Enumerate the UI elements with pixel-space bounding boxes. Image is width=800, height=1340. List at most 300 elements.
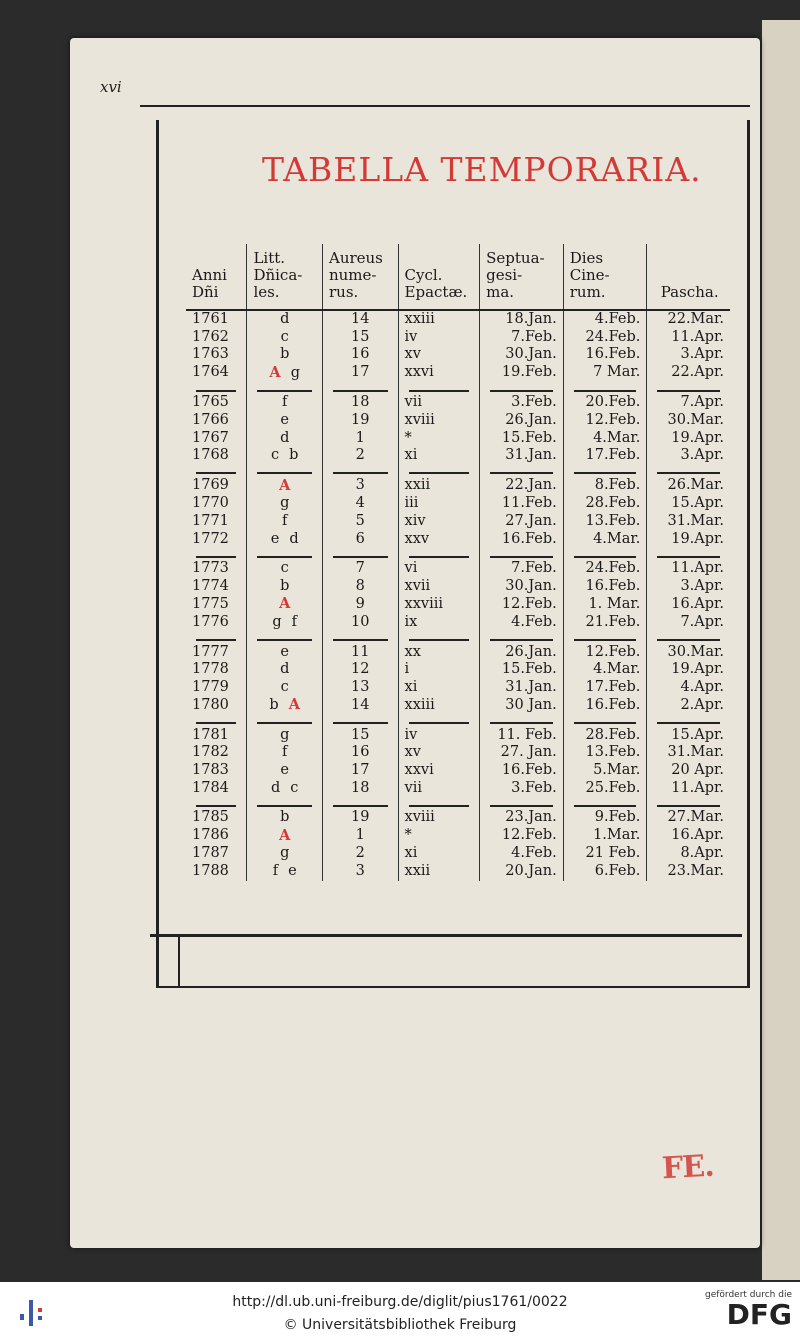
cell-cin: 8.Feb. — [563, 477, 647, 496]
dominical-letter: d — [289, 530, 299, 547]
cell-pas: 30.Mar. — [647, 644, 730, 662]
cell-year: 1775 — [192, 595, 229, 612]
dominical-letter: b — [280, 577, 290, 594]
cell-litt — [247, 780, 323, 798]
cell-cyc: xxv — [398, 531, 480, 549]
cell-cyc: xx — [398, 644, 480, 662]
cell-year: 1786 — [192, 827, 229, 844]
cell-sep: 3.Feb. — [480, 780, 564, 798]
cell-cyc: iv — [398, 329, 480, 347]
cell-cyc: xxiii — [398, 310, 480, 329]
separator-cell — [480, 715, 564, 727]
cell-litt — [247, 364, 323, 383]
cell-pas: 19.Apr. — [647, 661, 730, 679]
cell-litt — [247, 560, 323, 578]
separator-cell — [247, 632, 323, 644]
cell-sep: 11.Feb. — [480, 495, 564, 513]
top-rule — [140, 105, 750, 107]
dominical-letter: f — [282, 744, 288, 761]
cell-pas: 8.Apr. — [647, 845, 730, 863]
cell-litt — [247, 394, 323, 412]
cell-litt — [247, 346, 323, 364]
cell-aur: 19 — [322, 412, 398, 430]
dominical-letter: e — [288, 863, 297, 880]
cell-cyc: xiv — [398, 513, 480, 531]
cell-year: 1763 — [192, 346, 229, 363]
table-row — [186, 595, 730, 614]
cell-year: 1771 — [192, 512, 229, 529]
separator-cell — [480, 797, 564, 809]
dominical-letter: b — [280, 346, 290, 363]
cell-year: 1765 — [192, 394, 229, 411]
cell-cyc: * — [398, 430, 480, 448]
separator-cell — [247, 465, 323, 477]
dominical-letter: d — [280, 661, 290, 678]
bottom-rule-vertical — [178, 936, 180, 988]
cell-cyc: xi — [398, 845, 480, 863]
cell-year: 1774 — [192, 577, 229, 594]
cell-litt — [247, 762, 323, 780]
header-line: Pascha. — [660, 283, 719, 301]
cell-sep: 30.Jan. — [480, 578, 564, 596]
separator-cell — [563, 632, 647, 644]
cell-sep: 19.Feb. — [480, 364, 564, 383]
separator-cell — [398, 382, 480, 394]
table-row — [186, 310, 730, 329]
cell-pas: 31.Mar. — [647, 513, 730, 531]
table-row — [186, 845, 730, 863]
adjacent-page-edge — [762, 20, 800, 1280]
cell-aur: 3 — [322, 863, 398, 881]
dominical-letter: f — [291, 613, 298, 630]
separator-cell — [563, 548, 647, 560]
calendar-table — [186, 244, 730, 881]
cell-year: 1777 — [192, 643, 229, 660]
cell-cin: 16.Feb. — [563, 578, 647, 596]
cell-litt — [247, 727, 323, 745]
cell-pas: 19.Apr. — [647, 531, 730, 549]
cell-litt — [247, 744, 323, 762]
cell-aur: 17 — [322, 364, 398, 383]
cell-litt — [247, 679, 323, 697]
cell-cyc: xviii — [398, 412, 480, 430]
separator-cell — [480, 548, 564, 560]
cell-sep: 15.Feb. — [480, 661, 564, 679]
cell-pas: 19.Apr. — [647, 430, 730, 448]
table-row — [186, 780, 730, 798]
cell-cin: 28.Feb. — [563, 727, 647, 745]
dominical-letter: g — [272, 613, 282, 630]
dominical-letter: c — [280, 328, 289, 345]
header-line: Septua- — [486, 249, 545, 267]
cell-pas: 11.Apr. — [647, 329, 730, 347]
group-separator — [186, 465, 730, 477]
cell-cyc: xxiii — [398, 696, 480, 715]
dominical-letter: c — [290, 779, 299, 796]
dominical-letter: b — [280, 809, 290, 826]
cell-litt — [247, 477, 323, 496]
cell-cyc: ix — [398, 614, 480, 632]
cell-pas: 15.Apr. — [647, 727, 730, 745]
table-row — [186, 661, 730, 679]
cell-cin: 4.Mar. — [563, 661, 647, 679]
dominical-letter: d — [280, 311, 290, 327]
separator-cell — [322, 465, 398, 477]
cell-cin: 24.Feb. — [563, 329, 647, 347]
cell-litt — [247, 578, 323, 596]
separator-cell — [247, 715, 323, 727]
table-row — [186, 513, 730, 531]
col-aureus-header — [322, 244, 398, 310]
cell-sep: 4.Feb. — [480, 845, 564, 863]
dfg-caption: gefördert durch die — [705, 1290, 792, 1300]
cell-aur: 2 — [322, 845, 398, 863]
cell-cyc: i — [398, 661, 480, 679]
cell-pas: 20 Apr. — [647, 762, 730, 780]
dominical-letter-red: A — [288, 696, 300, 714]
cell-sep: 27. Jan. — [480, 744, 564, 762]
dominical-letter: c — [280, 678, 289, 695]
cell-cyc: xviii — [398, 809, 480, 827]
cell-litt — [247, 310, 323, 329]
cell-sep: 23.Jan. — [480, 809, 564, 827]
bottom-rule — [150, 934, 742, 937]
cell-pas: 22.Apr. — [647, 364, 730, 383]
cell-year: 1778 — [192, 661, 229, 678]
cell-cin: 21 Feb. — [563, 845, 647, 863]
separator-cell — [322, 797, 398, 809]
separator-cell — [398, 632, 480, 644]
cell-aur: 18 — [322, 394, 398, 412]
cell-litt — [247, 845, 323, 863]
cell-sep: 27.Jan. — [480, 513, 564, 531]
dominical-letter: g — [280, 726, 290, 743]
header-line: rus. — [328, 283, 359, 301]
group-separator — [186, 715, 730, 727]
table-row — [186, 809, 730, 827]
cell-litt — [247, 827, 323, 846]
cell-year: 1767 — [192, 429, 229, 446]
cell-litt — [247, 513, 323, 531]
table-row — [186, 531, 730, 549]
cell-pas: 7.Apr. — [647, 614, 730, 632]
table-row — [186, 477, 730, 496]
cell-year: 1779 — [192, 678, 229, 695]
cell-aur: 18 — [322, 780, 398, 798]
cell-cin: 17.Feb. — [563, 447, 647, 465]
cell-aur: 14 — [322, 310, 398, 329]
dominical-letter: c — [271, 447, 280, 464]
cell-year: 1788 — [192, 863, 229, 880]
table-body — [186, 310, 730, 881]
separator-cell — [647, 548, 730, 560]
dominical-letter: g — [280, 845, 290, 862]
table-row — [186, 827, 730, 846]
header-line: Dies — [569, 249, 604, 267]
cell-year: 1772 — [192, 530, 229, 547]
cell-cyc: xxviii — [398, 595, 480, 614]
separator-cell — [186, 548, 247, 560]
cell-cyc: * — [398, 827, 480, 846]
table-row — [186, 394, 730, 412]
cell-litt — [247, 644, 323, 662]
cell-sep: 15.Feb. — [480, 430, 564, 448]
col-cycl-header — [398, 244, 480, 310]
table-row — [186, 447, 730, 465]
cell-cin: 13.Feb. — [563, 513, 647, 531]
cell-aur: 14 — [322, 696, 398, 715]
dominical-letter-red: A — [279, 595, 291, 613]
cell-aur: 9 — [322, 595, 398, 614]
cell-year: 1761 — [186, 310, 247, 329]
cell-sep: 16.Feb. — [480, 762, 564, 780]
table-row — [186, 863, 730, 881]
cell-pas: 22.Mar. — [647, 310, 730, 329]
cell-year: 1762 — [192, 328, 229, 345]
cell-year: 1784 — [192, 779, 229, 796]
table-row — [186, 364, 730, 383]
separator-cell — [322, 548, 398, 560]
cell-pas: 11.Apr. — [647, 560, 730, 578]
cell-aur: 16 — [322, 744, 398, 762]
cell-aur: 6 — [322, 531, 398, 549]
cell-litt — [247, 614, 323, 632]
cell-cin: 9.Feb. — [563, 809, 647, 827]
dominical-letter: f — [272, 863, 279, 880]
cell-year: 1766 — [192, 411, 229, 428]
table-row — [186, 346, 730, 364]
cell-sep: 18.Jan. — [480, 310, 564, 329]
dominical-letter: b — [289, 447, 299, 464]
cell-year: 1764 — [192, 364, 229, 381]
cell-pas: 16.Apr. — [647, 595, 730, 614]
cell-cin: 17.Feb. — [563, 679, 647, 697]
cell-cyc: xxii — [398, 477, 480, 496]
cell-pas: 7.Apr. — [647, 394, 730, 412]
separator-cell — [186, 797, 247, 809]
cell-year: 1781 — [192, 726, 229, 743]
dominical-letter: g — [290, 364, 300, 381]
cell-cin: 1. Mar. — [563, 595, 647, 614]
cell-pas: 3.Apr. — [647, 447, 730, 465]
header-line: Anni — [192, 266, 227, 284]
group-separator — [186, 382, 730, 394]
cell-aur: 1 — [322, 827, 398, 846]
dominical-letter: e — [280, 411, 289, 428]
separator-cell — [647, 632, 730, 644]
col-pascha-header — [647, 244, 730, 310]
group-separator — [186, 548, 730, 560]
table-row — [186, 679, 730, 697]
document-url[interactable]: http://dl.ub.uni-freiburg.de/diglit/pius1761/0022 — [232, 1294, 568, 1310]
cell-sep: 26.Jan. — [480, 412, 564, 430]
cell-aur: 19 — [322, 809, 398, 827]
header-line: Aureus — [328, 249, 383, 267]
cell-cyc: xxii — [398, 863, 480, 881]
table-row — [186, 762, 730, 780]
cell-aur: 5 — [322, 513, 398, 531]
dominical-letter: e — [270, 530, 280, 547]
cell-aur: 1 — [322, 430, 398, 448]
cell-aur: 4 — [322, 495, 398, 513]
cell-cin: 4.Mar. — [563, 531, 647, 549]
cell-aur: 2 — [322, 447, 398, 465]
cell-aur: 10 — [322, 614, 398, 632]
cell-cin: 12.Feb. — [563, 412, 647, 430]
separator-cell — [186, 382, 247, 394]
cell-cin: 28.Feb. — [563, 495, 647, 513]
cell-year: 1787 — [192, 845, 229, 862]
cell-litt — [247, 495, 323, 513]
header-line: Cine- — [569, 266, 610, 284]
cell-litt — [247, 447, 323, 465]
separator-cell — [480, 632, 564, 644]
separator-cell — [563, 382, 647, 394]
separator-cell — [398, 797, 480, 809]
separator-cell — [186, 715, 247, 727]
cell-sep: 26.Jan. — [480, 644, 564, 662]
header-line: gesi- — [486, 266, 523, 284]
table-row — [186, 727, 730, 745]
cell-litt — [247, 430, 323, 448]
header-line: ma. — [486, 283, 515, 301]
separator-cell — [647, 382, 730, 394]
cell-litt — [247, 661, 323, 679]
cell-pas: 3.Apr. — [647, 346, 730, 364]
copyright-notice: © Universitätsbibliothek Freiburg — [283, 1317, 517, 1333]
dominical-letter: e — [280, 762, 289, 779]
dominical-letter: b — [269, 697, 279, 714]
header-line: Cycl. — [404, 266, 443, 284]
dominical-letter: e — [280, 643, 289, 660]
cell-sep: 3.Feb. — [480, 394, 564, 412]
cell-sep: 12.Feb. — [480, 595, 564, 614]
cell-pas: 11.Apr. — [647, 780, 730, 798]
dominical-letter: f — [282, 512, 288, 529]
cell-cyc: xi — [398, 679, 480, 697]
cell-pas: 30.Mar. — [647, 412, 730, 430]
cell-cin: 4.Mar. — [563, 430, 647, 448]
cell-aur: 15 — [322, 329, 398, 347]
cell-sep: 30 Jan. — [480, 696, 564, 715]
table-row — [186, 560, 730, 578]
cell-cin: 12.Feb. — [563, 644, 647, 662]
cell-sep: 7.Feb. — [480, 560, 564, 578]
separator-cell — [322, 382, 398, 394]
header-line: nume- — [328, 266, 377, 284]
cell-aur: 17 — [322, 762, 398, 780]
cell-year: 1768 — [192, 447, 229, 464]
dominical-letter-red: A — [269, 363, 281, 381]
separator-cell — [563, 465, 647, 477]
cell-sep: 31.Jan. — [480, 447, 564, 465]
header-line: Dñi — [192, 283, 219, 301]
cell-sep: 11. Feb. — [480, 727, 564, 745]
cell-cin: 4.Feb. — [563, 310, 647, 329]
cell-cin: 24.Feb. — [563, 560, 647, 578]
col-cinerum-header — [563, 244, 647, 310]
header-line: Epactæ. — [404, 283, 468, 301]
cell-pas: 31.Mar. — [647, 744, 730, 762]
header-line: rum. — [569, 283, 606, 301]
col-septua-header — [480, 244, 564, 310]
cell-pas: 4.Apr. — [647, 679, 730, 697]
cell-year: 1783 — [192, 762, 229, 779]
cell-litt — [247, 696, 323, 715]
cell-sep: 16.Feb. — [480, 531, 564, 549]
cell-aur: 11 — [322, 644, 398, 662]
cell-litt — [247, 412, 323, 430]
cell-aur: 7 — [322, 560, 398, 578]
table-row — [186, 614, 730, 632]
col-anni-header — [186, 244, 247, 310]
cell-year: 1776 — [192, 613, 229, 630]
separator-cell — [322, 715, 398, 727]
separator-cell — [647, 465, 730, 477]
cell-aur: 13 — [322, 679, 398, 697]
cell-cin: 20.Feb. — [563, 394, 647, 412]
cell-cyc: vi — [398, 560, 480, 578]
cell-litt — [247, 809, 323, 827]
cell-pas: 3.Apr. — [647, 578, 730, 596]
cell-aur: 15 — [322, 727, 398, 745]
table-row — [186, 412, 730, 430]
separator-cell — [186, 465, 247, 477]
dfg-wordmark: DFG — [726, 1298, 792, 1331]
cell-pas: 2.Apr. — [647, 696, 730, 715]
separator-cell — [563, 797, 647, 809]
group-separator — [186, 632, 730, 644]
dominical-letter-red: A — [279, 826, 291, 844]
cell-cin: 13.Feb. — [563, 744, 647, 762]
cell-cyc: xxvi — [398, 364, 480, 383]
header-line: Litt. — [253, 249, 286, 267]
dominical-letter: g — [280, 495, 290, 512]
cell-sep: 31.Jan. — [480, 679, 564, 697]
cell-aur: 12 — [322, 661, 398, 679]
cell-sep: 12.Feb. — [480, 827, 564, 846]
separator-cell — [322, 632, 398, 644]
cell-cyc: xv — [398, 346, 480, 364]
table-row — [186, 644, 730, 662]
group-separator — [186, 797, 730, 809]
cell-litt — [247, 863, 323, 881]
separator-cell — [247, 797, 323, 809]
separator-cell — [480, 465, 564, 477]
cell-pas: 16.Apr. — [647, 827, 730, 846]
cell-cyc: xvii — [398, 578, 480, 596]
cell-cyc: xi — [398, 447, 480, 465]
separator-cell — [398, 465, 480, 477]
cell-cin: 16.Feb. — [563, 346, 647, 364]
table-row — [186, 329, 730, 347]
separator-cell — [398, 715, 480, 727]
library-stamp: FE. — [661, 1148, 715, 1187]
cell-pas: 27.Mar. — [647, 809, 730, 827]
separator-cell — [247, 548, 323, 560]
table-header-row — [186, 244, 730, 310]
dominical-letter: c — [280, 560, 289, 577]
dfg-logo — [700, 1290, 792, 1330]
cell-litt — [247, 329, 323, 347]
cell-cyc: vii — [398, 394, 480, 412]
cell-pas: 23.Mar. — [647, 863, 730, 881]
table-row — [186, 696, 730, 715]
cell-year: 1769 — [192, 477, 229, 494]
cell-cin: 25.Feb. — [563, 780, 647, 798]
cell-year: 1785 — [192, 809, 229, 826]
cell-sep: 22.Jan. — [480, 477, 564, 496]
